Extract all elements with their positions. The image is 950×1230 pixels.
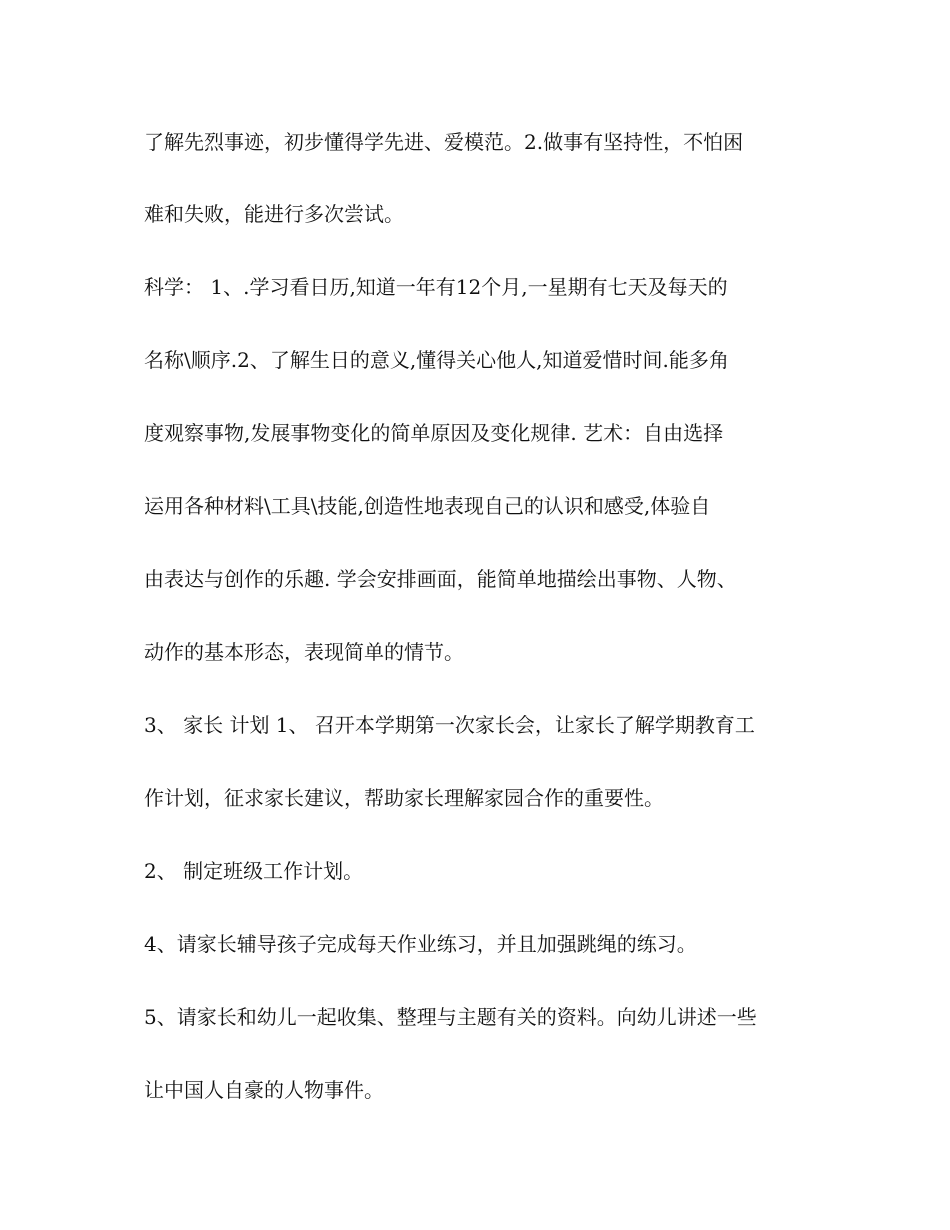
text-line: 作计划，征求家长建议，帮助家长理解家园合作的重要性。 [144, 786, 664, 810]
text-line: 由表达与创作的乐趣. 学会安排画面，能简单地描绘出事物、人物、 [144, 567, 737, 591]
text-line: 难和失败，能进行多次尝试。 [144, 202, 404, 226]
text-line: 让中国人自豪的人物事件。 [144, 1078, 384, 1102]
text-line: 2、 制定班级工作计划。 [144, 859, 364, 883]
text-line: 5、请家长和幼儿一起收集、整理与主题有关的资料。向幼儿讲述一些 [144, 1005, 757, 1029]
text-line: 4、请家长辅导孩子完成每天作业练习，并且加强跳绳的练习。 [144, 932, 697, 956]
text-line: 度观察事物,发展事物变化的简单原因及变化规律. 艺术：自由选择 [144, 421, 724, 445]
text-line: 名称\顺序.2、了解生日的意义,懂得关心他人,知道爱惜时间.能多角 [144, 348, 729, 372]
text-line: 运用各种材料\工具\技能,创造性地表现自己的认识和感受,体验自 [144, 494, 711, 518]
text-line: 动作的基本形态，表现简单的情节。 [144, 640, 464, 664]
text-line: 了解先烈事迹，初步懂得学先进、爱模范。2.做事有坚持性，不怕困 [144, 130, 744, 154]
text-line: 科学： 1、.学习看日历,知道一年有12个月,一星期有七天及每天的 [144, 275, 728, 299]
text-line: 3、 家长 计划 1、 召开本学期第一次家长会，让家长了解学期教育工 [144, 713, 755, 737]
